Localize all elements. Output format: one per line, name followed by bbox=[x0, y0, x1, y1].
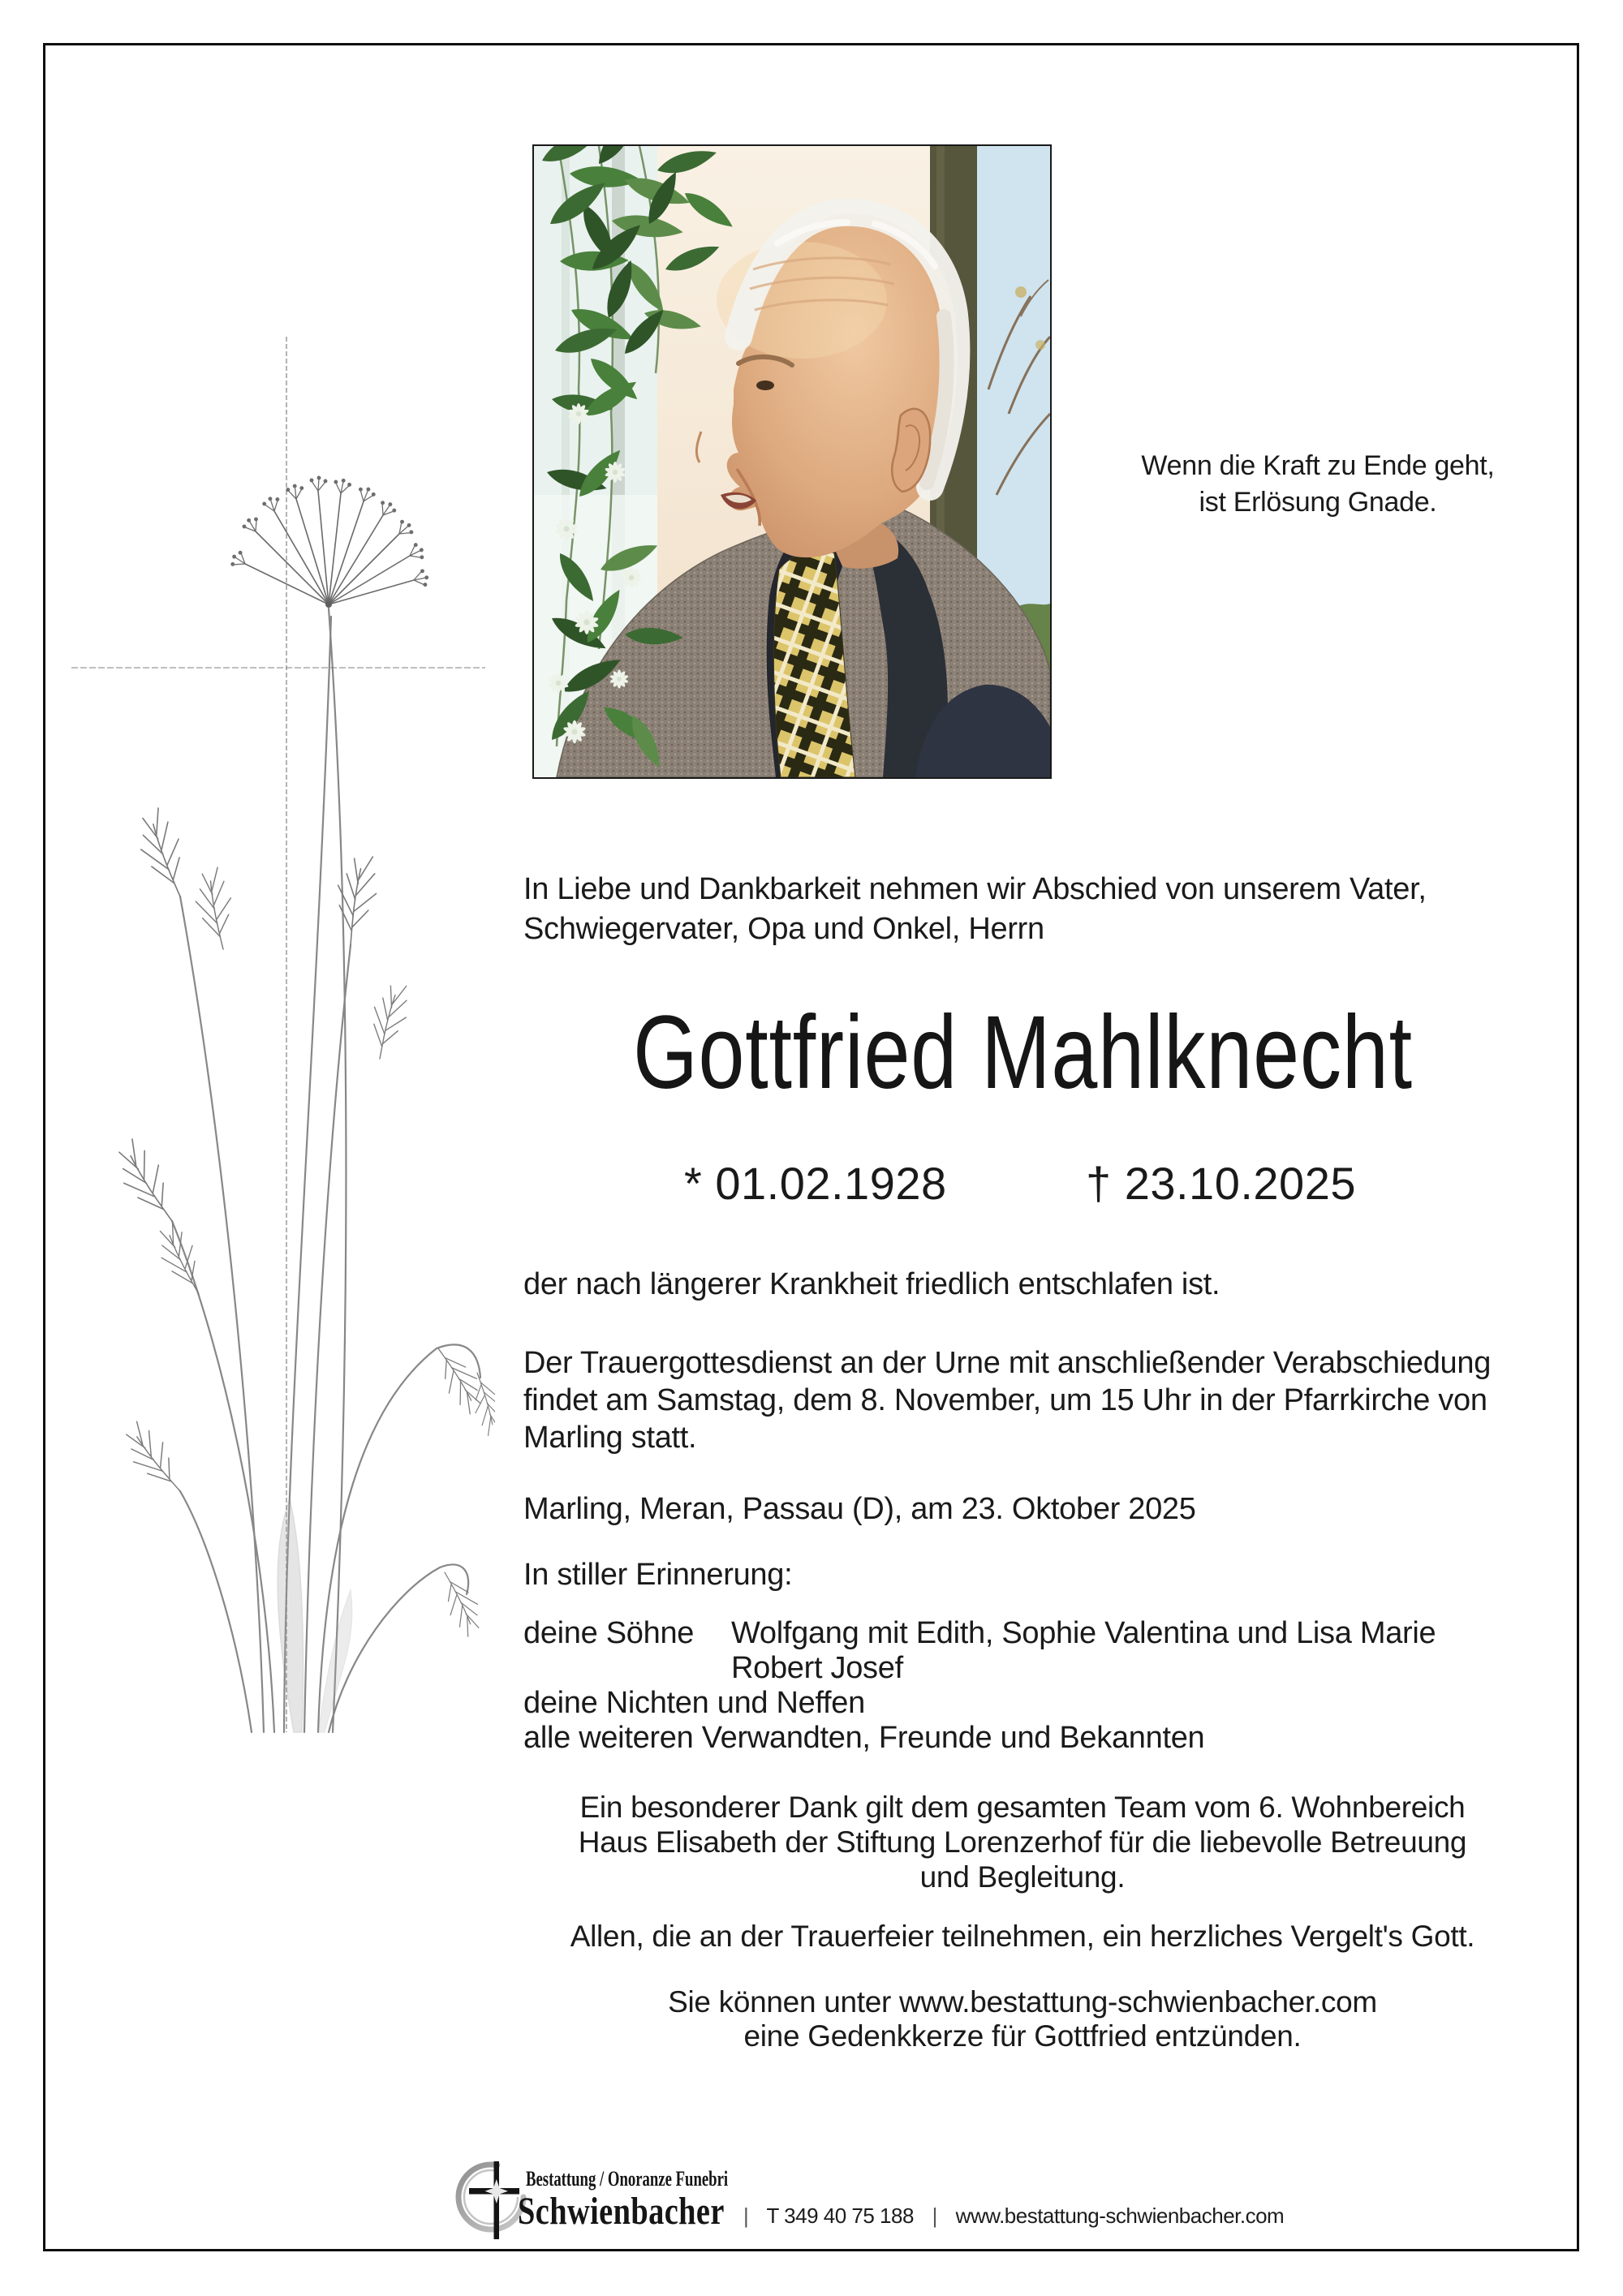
umbel-flower bbox=[229, 476, 430, 608]
logo-sparkle-icon bbox=[485, 2179, 509, 2204]
service-line: Marling statt. bbox=[523, 1421, 697, 1455]
portrait-photo-illustration bbox=[534, 146, 1050, 777]
mourner-names: Robert Josef bbox=[731, 1651, 903, 1685]
quote-line: ist Erlösung Gnade. bbox=[1199, 487, 1437, 518]
place-date-line: Marling, Meran, Passau (D), am 23. Oktober 2025 bbox=[523, 1492, 1196, 1526]
birth-date: * 01.02.1928 bbox=[684, 1158, 947, 1209]
candle-note bbox=[523, 1985, 1522, 2053]
mourner-label: deine Söhne bbox=[523, 1616, 695, 1650]
thanks-line: Haus Elisabeth der Stiftung Lorenzerhof für die liebevolle Betreuung bbox=[578, 1825, 1467, 1859]
footer-website: www.bestattung-schwienbacher.com bbox=[955, 2204, 1285, 2228]
separator: | bbox=[932, 2204, 937, 2228]
deceased-name-row bbox=[523, 996, 1522, 1110]
footer-phone: T 349 40 75 188 bbox=[766, 2204, 914, 2228]
footer-contact bbox=[730, 2204, 1284, 2229]
quote bbox=[1052, 448, 1584, 521]
quote-line: Wenn die Kraft zu Ende geht, bbox=[1141, 450, 1495, 481]
death-date: † 23.10.2025 bbox=[1086, 1158, 1356, 1209]
memory-heading: In stiller Erinnerung: bbox=[523, 1558, 793, 1592]
footer-tagline: Bestattung / Onoranze Funebri bbox=[526, 2167, 729, 2191]
mourner-row: alle weiteren Verwandten, Freunde und Bekannten bbox=[523, 1721, 1205, 1755]
footer-company-name: Schwienbacher bbox=[518, 2190, 725, 2233]
separator: | bbox=[743, 2204, 749, 2228]
mourner-names: Wolfgang mit Edith, Sophie Valentina und Lisa Marie bbox=[731, 1616, 1436, 1650]
service-line: Der Trauergottesdienst an der Urne mit anschließender Verabschiedung bbox=[523, 1346, 1492, 1380]
service-line: findet am Samstag, dem 8. November, um 15 Uhr in der Pfarrkirche von bbox=[523, 1383, 1487, 1417]
logo-ring bbox=[458, 2165, 523, 2229]
mourner-label-empty bbox=[523, 1651, 731, 1686]
mourners-list bbox=[523, 1616, 1522, 1756]
thanks-paragraph bbox=[523, 1790, 1522, 1894]
deceased-name: Gottfried Mahlknecht bbox=[632, 995, 1413, 1111]
farewell-line: Allen, die an der Trauerfeier teilnehmen, ein herzliches Vergelt's Gott. bbox=[570, 1920, 1475, 1953]
intro-line: In Liebe und Dankbarkeit nehmen wir Abschied von unserem Vater, bbox=[523, 872, 1427, 906]
candle-line: Sie können unter www.bestattung-schwienbacher.com bbox=[668, 1985, 1377, 2019]
portrait-photo bbox=[532, 144, 1052, 779]
candle-line: eine Gedenkkerze für Gottfried entzünden. bbox=[743, 2019, 1302, 2053]
intro-line: Schwiegervater, Opa und Onkel, Herrn bbox=[523, 912, 1044, 946]
passing-line: der nach längerer Krankheit friedlich entschlafen ist. bbox=[523, 1267, 1220, 1301]
thanks-line: und Begleitung. bbox=[919, 1860, 1126, 1894]
thanks-line: Ein besonderer Dank gilt dem gesamten Team vom 6. Wohnbereich bbox=[579, 1791, 1466, 1824]
intro-paragraph bbox=[523, 870, 1522, 949]
mourner-row: deine Nichten und Neffen bbox=[523, 1686, 865, 1720]
service-paragraph bbox=[523, 1344, 1522, 1456]
grass-cross-sketch bbox=[57, 325, 495, 1752]
